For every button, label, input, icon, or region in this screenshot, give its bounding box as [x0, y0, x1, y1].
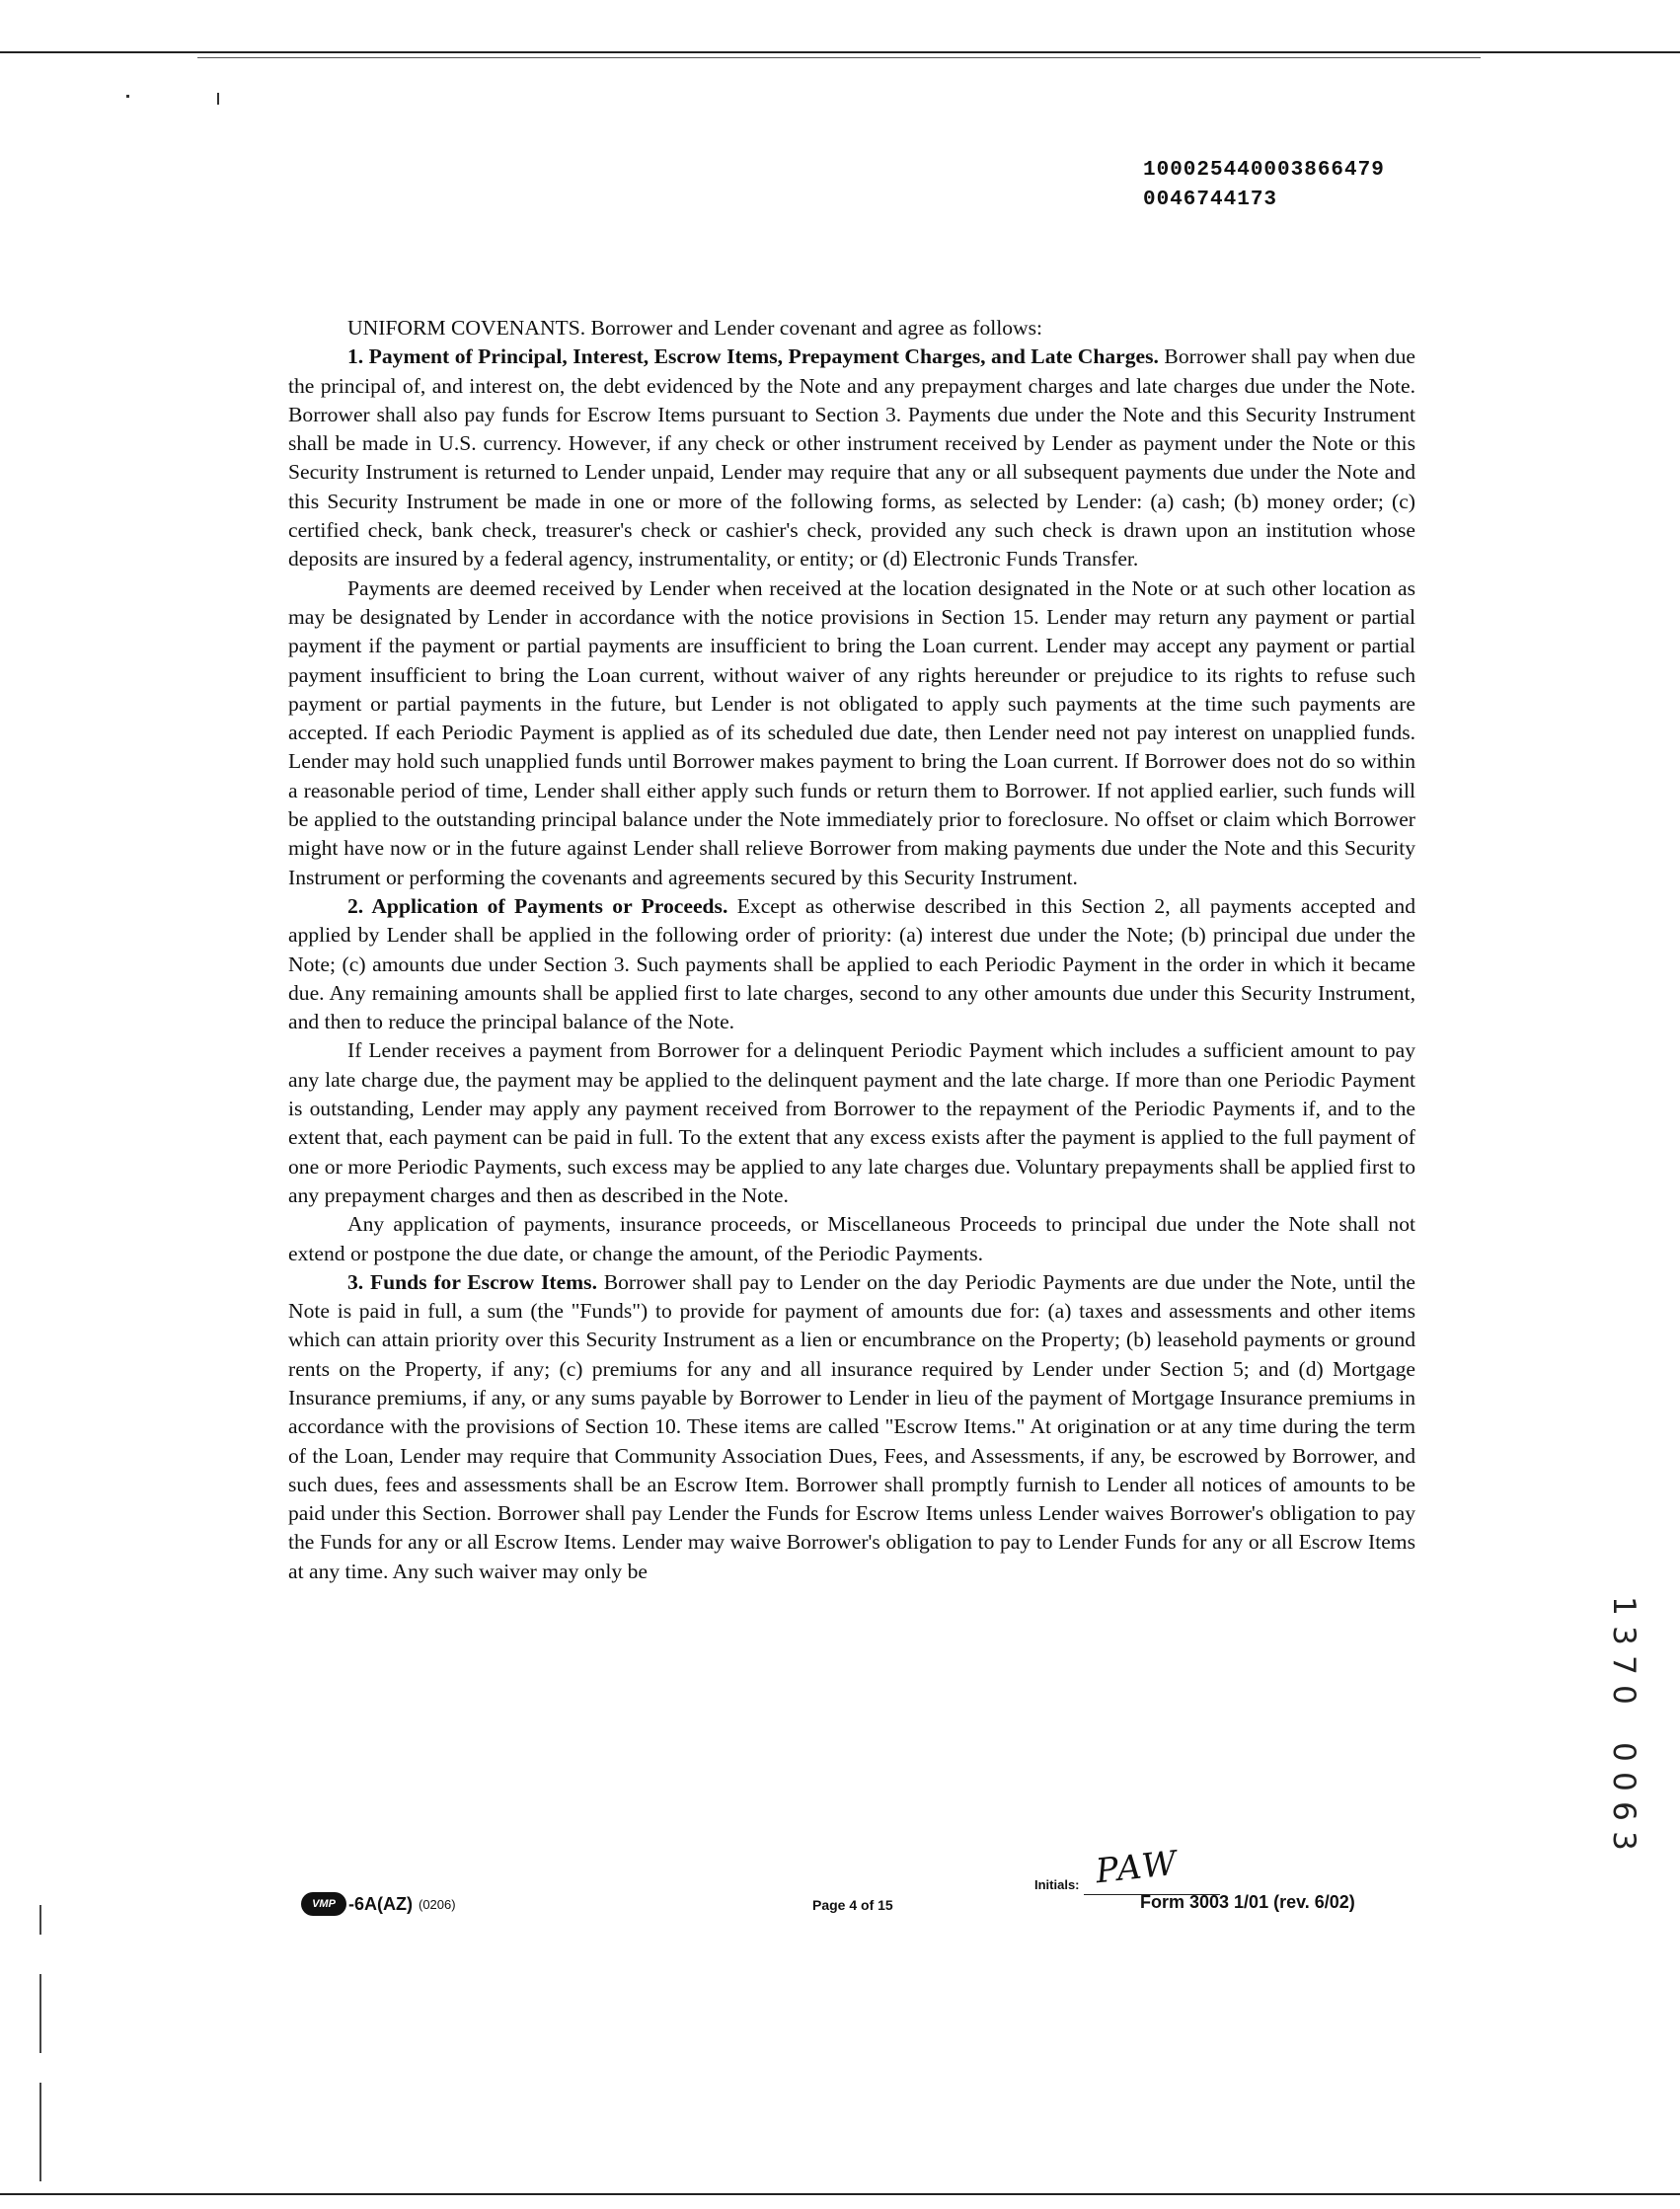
- vmp-logo: VMP: [301, 1892, 346, 1916]
- stamp-digit: 0: [1606, 1685, 1642, 1705]
- section-2-text: Except as otherwise described in this Section 2, all payments accepted and applied by Lender shall be applied in the following order of priority: (a) interest due under the Note; (b) principal due under the Note; (c) amounts due under Section 3. Such payments shall be applied to each Periodic Payment in the order in which it became due. Any remaining amounts shall be applied first to late charges, second to any other amounts due under this Security Instrument, and then to reduce the principal balance of the Note.: [288, 893, 1416, 1034]
- scan-bottom-rule: [0, 2193, 1680, 2195]
- section-3-heading: 3. Funds for Escrow Items.: [347, 1269, 597, 1294]
- scan-top-rule: [0, 51, 1680, 53]
- section-1-paragraph: [288, 343, 1415, 573]
- intro-paragraph: UNIFORM COVENANTS. Borrower and Lender covenant and agree as follows:: [347, 316, 1043, 340]
- section-1-paragraph-2: Payments are deemed received by Lender when received at the location designated in the Note or at such other location as may be designated by Lender in accordance with the notice provisions in Section 15. Lender may return any payment or partial payment if the payment or partial payments are insufficient to bring the Loan current. Lender may accept any payment or partial payment insufficient to bring the Loan current, without waiver of any rights hereunder or prejudice to its rights to refuse such payment or partial payments in the future, but Lender is not obligated to apply such payments at the time such payments are accepted. If each Periodic Payment is applied as of its scheduled due date, then Lender need not pay interest on unapplied funds. Lender may hold such unapplied funds until Borrower makes payment to bring the Loan current. If Borrower does not do so within a reasonable period of time, Lender shall either apply such funds or return them to Borrower. If not applied earlier, such funds will be applied to the outstanding principal balance under the Note immediately prior to foreclosure. No offset or claim which Borrower might have now or in the future against Lender shall relieve Borrower from making payments due under the Note and this Security Instrument or performing the covenants and agreements secured by this Security Instrument.: [288, 575, 1415, 889]
- scan-top-rule-secondary: [197, 57, 1481, 58]
- section-2-heading: 2. Application of Payments or Proceeds.: [347, 893, 728, 918]
- stamp-digit: 0: [1606, 1742, 1642, 1762]
- section-2-paragraph: [288, 892, 1415, 1036]
- form-date: (0206): [419, 1896, 456, 1912]
- stamp-digit: 3: [1606, 1626, 1642, 1645]
- scan-speck: [217, 93, 219, 105]
- initials-label: Initials:: [1034, 1877, 1080, 1892]
- section-3-text: Borrower shall pay to Lender on the day Periodic Payments are due under the Note, until the Note is paid in full, a sum (the "Funds") to provide for payment of amounts due for: (a) taxes and assessments and other items which can attain priority over this Security Instrument as a lien or encumbrance on the Property; (b) leasehold payments or ground rents on the Property, if any; (c) premiums for any and all insurance required by Lender under Section 5; and (d) Mortgage Insurance premiums, if any, or any sums payable by Borrower to Lender in lieu of the payment of Mortgage Insurance premiums in accordance with the provisions of Section 10. These items are called "Escrow Items." At origination or at any time during the term of the Loan, Lender may require that Community Association Dues, Fees, and Assessments, if any, be escrowed by Borrower, and such dues, fees and assessments shall be an Escrow Item. Borrower shall promptly furnish to Lender all notices of amounts to be paid under this Section. Borrower shall pay Lender the Funds for Escrow Items unless Lender waives Borrower's obligation to pay the Funds for any or all Escrow Items. Lender may waive Borrower's obligation to pay to Lender Funds for any or all Escrow Items at any time. Any such waiver may only be: [288, 1269, 1415, 1583]
- stamp-digit: 3: [1606, 1831, 1642, 1851]
- section-2-paragraph-3: Any application of payments, insurance proceeds, or Miscellaneous Proceeds to principal due under the Note shall not extend or postpone the due date, or change the amount, of the Periodic Payments.: [288, 1212, 1415, 1265]
- loan-number: 0046744173: [1143, 189, 1278, 211]
- form-code: -6A(AZ): [348, 1893, 413, 1914]
- stamp-digit: 0: [1606, 1772, 1642, 1791]
- scan-edge-mark: [39, 2083, 41, 2181]
- section-3-paragraph: [288, 1268, 1415, 1586]
- page-number: Page 4 of 15: [812, 1897, 893, 1913]
- initials-signature: PAW: [1094, 1843, 1181, 1892]
- stamp-digit: 7: [1606, 1655, 1642, 1675]
- section-1-heading: 1. Payment of Principal, Interest, Escrow Items, Prepayment Charges, and Late Charges.: [347, 344, 1159, 369]
- scan-edge-mark: [39, 1905, 41, 1935]
- section-1-text: Borrower shall pay when due the principal of, and interest on, the debt evidenced by the Note and any prepayment charges and late charges due under the Note. Borrower shall also pay funds for Escrow Items pursuant to Section 3. Payments due under the Note and this Security Instrument shall be made in U.S. currency. However, if any check or other instrument received by Lender as payment under the Note or this Security Instrument is returned to Lender unpaid, Lender may require that any or all subsequent payments due under the Note and this Security Instrument be made in one or more of the following forms, as selected by Lender: (a) cash; (b) money order; (c) certified check, bank check, treasurer's check or cashier's check, provided any such check is drawn upon an institution whose deposits are insured by a federal agency, instrumentality, or entity; or (d) Electronic Funds Transfer.: [288, 344, 1415, 571]
- stamp-part-1: [1606, 1591, 1642, 1710]
- scan-speck: [126, 95, 129, 98]
- document-id-block: [1143, 156, 1385, 215]
- section-2-paragraph-2: If Lender receives a payment from Borrower for a delinquent Periodic Payment which includes a sufficient amount to pay any late charge due, the payment may be applied to the delinquent payment and the late charge. If more than one Periodic Payment is outstanding, Lender may apply any payment received from Borrower to the repayment of the Periodic Payments if, and to the extent that, each payment can be paid in full. To the extent that any excess exists after the payment is applied to the full payment of one or more Periodic Payments, such excess may be applied to any late charges due. Voluntary prepayments shall be applied first to any prepayment charges and then as described in the Note.: [288, 1038, 1415, 1207]
- form-number: Form 3003 1/01 (rev. 6/02): [1140, 1892, 1355, 1912]
- document-body: [288, 314, 1415, 1586]
- scan-edge-mark: [39, 1974, 41, 2053]
- footer-form-code: [301, 1892, 456, 1916]
- stamp-digit: 1: [1606, 1596, 1642, 1616]
- stamp-digit: 6: [1606, 1801, 1642, 1821]
- stamp-part-2: [1606, 1737, 1642, 1856]
- min-number: 100025440003866479: [1143, 159, 1385, 182]
- margin-recording-stamp: [1606, 1591, 1642, 1856]
